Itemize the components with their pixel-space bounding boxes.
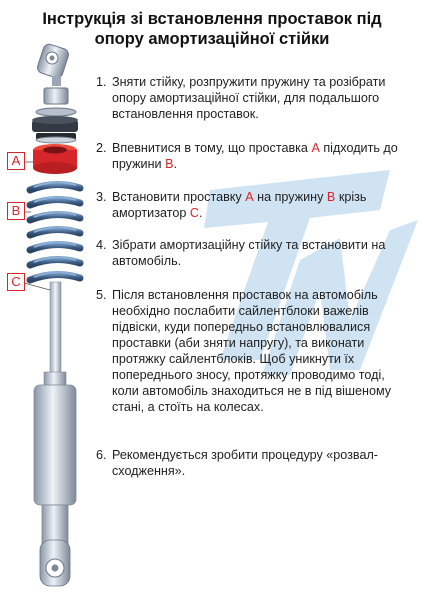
step-5-text: Після встановлення проставок на автомобіль необхідно послабити сайлентблоки важелів підвіски, куди попередньо встановлювалися проставки (аби зняти напругу), та виконати протяжку сайлентблоків. Щоб уникнути їх попереднього зносу, протяжку проводимо тоді, коли автомобіль знаходиться не в під вішеному стані, а стоїть на колесах.: [112, 288, 392, 414]
step-3-text: [96, 189, 414, 221]
strut-illustration-icon: [0, 40, 100, 600]
step-2-number: 2.: [96, 141, 107, 155]
step-3-part-3: крізь амортизатор: [112, 190, 367, 220]
step-1-number: 1.: [96, 75, 107, 89]
step-4-number: 4.: [96, 238, 107, 252]
step-2-part-1: Впевнитися в тому, що проставка: [112, 141, 312, 155]
step-3-ref-b: В: [326, 190, 336, 204]
step-5-number: 5.: [96, 288, 107, 302]
step-2-text: [96, 140, 414, 172]
step-5: [96, 287, 414, 415]
step-4: [96, 237, 414, 269]
step-3: [96, 189, 414, 221]
label-c: C: [7, 273, 25, 291]
step-2-ref-a: А: [311, 141, 320, 155]
step-3-number: 3.: [96, 190, 107, 204]
step-2-part-2: підходить до пружини: [112, 141, 398, 171]
label-b: B: [7, 202, 25, 220]
title-line-1: Інструкція зі встановлення проставок під: [42, 10, 382, 28]
step-1: [96, 74, 414, 122]
step-6-text: Рекомендується зробити процедуру «розвал-сходження».: [112, 448, 378, 478]
step-6-number: 6.: [96, 448, 107, 462]
title-line-2: опору амортизаційної стійки: [94, 30, 330, 48]
step-3-ref-a: А: [245, 190, 254, 204]
step-2-ref-b: В: [165, 157, 174, 171]
step-2: [96, 140, 414, 172]
step-4-text: Зібрати амортизаційну стійку та встановити на автомобіль.: [112, 238, 386, 268]
step-3-ref-c: С: [189, 206, 199, 220]
step-3-part-4: .: [198, 206, 203, 220]
step-6: [96, 447, 414, 479]
step-3-part-2: на пружину: [253, 190, 327, 204]
step-2-part-3: .: [173, 157, 177, 171]
label-a: A: [7, 152, 25, 170]
step-1-text: Зняти стійку, розпружити пружину та розібрати опору амортизаційної стійки, для подальшого встановлення проставок.: [112, 75, 386, 121]
step-3-part-1: Встановити проставку: [112, 190, 246, 204]
